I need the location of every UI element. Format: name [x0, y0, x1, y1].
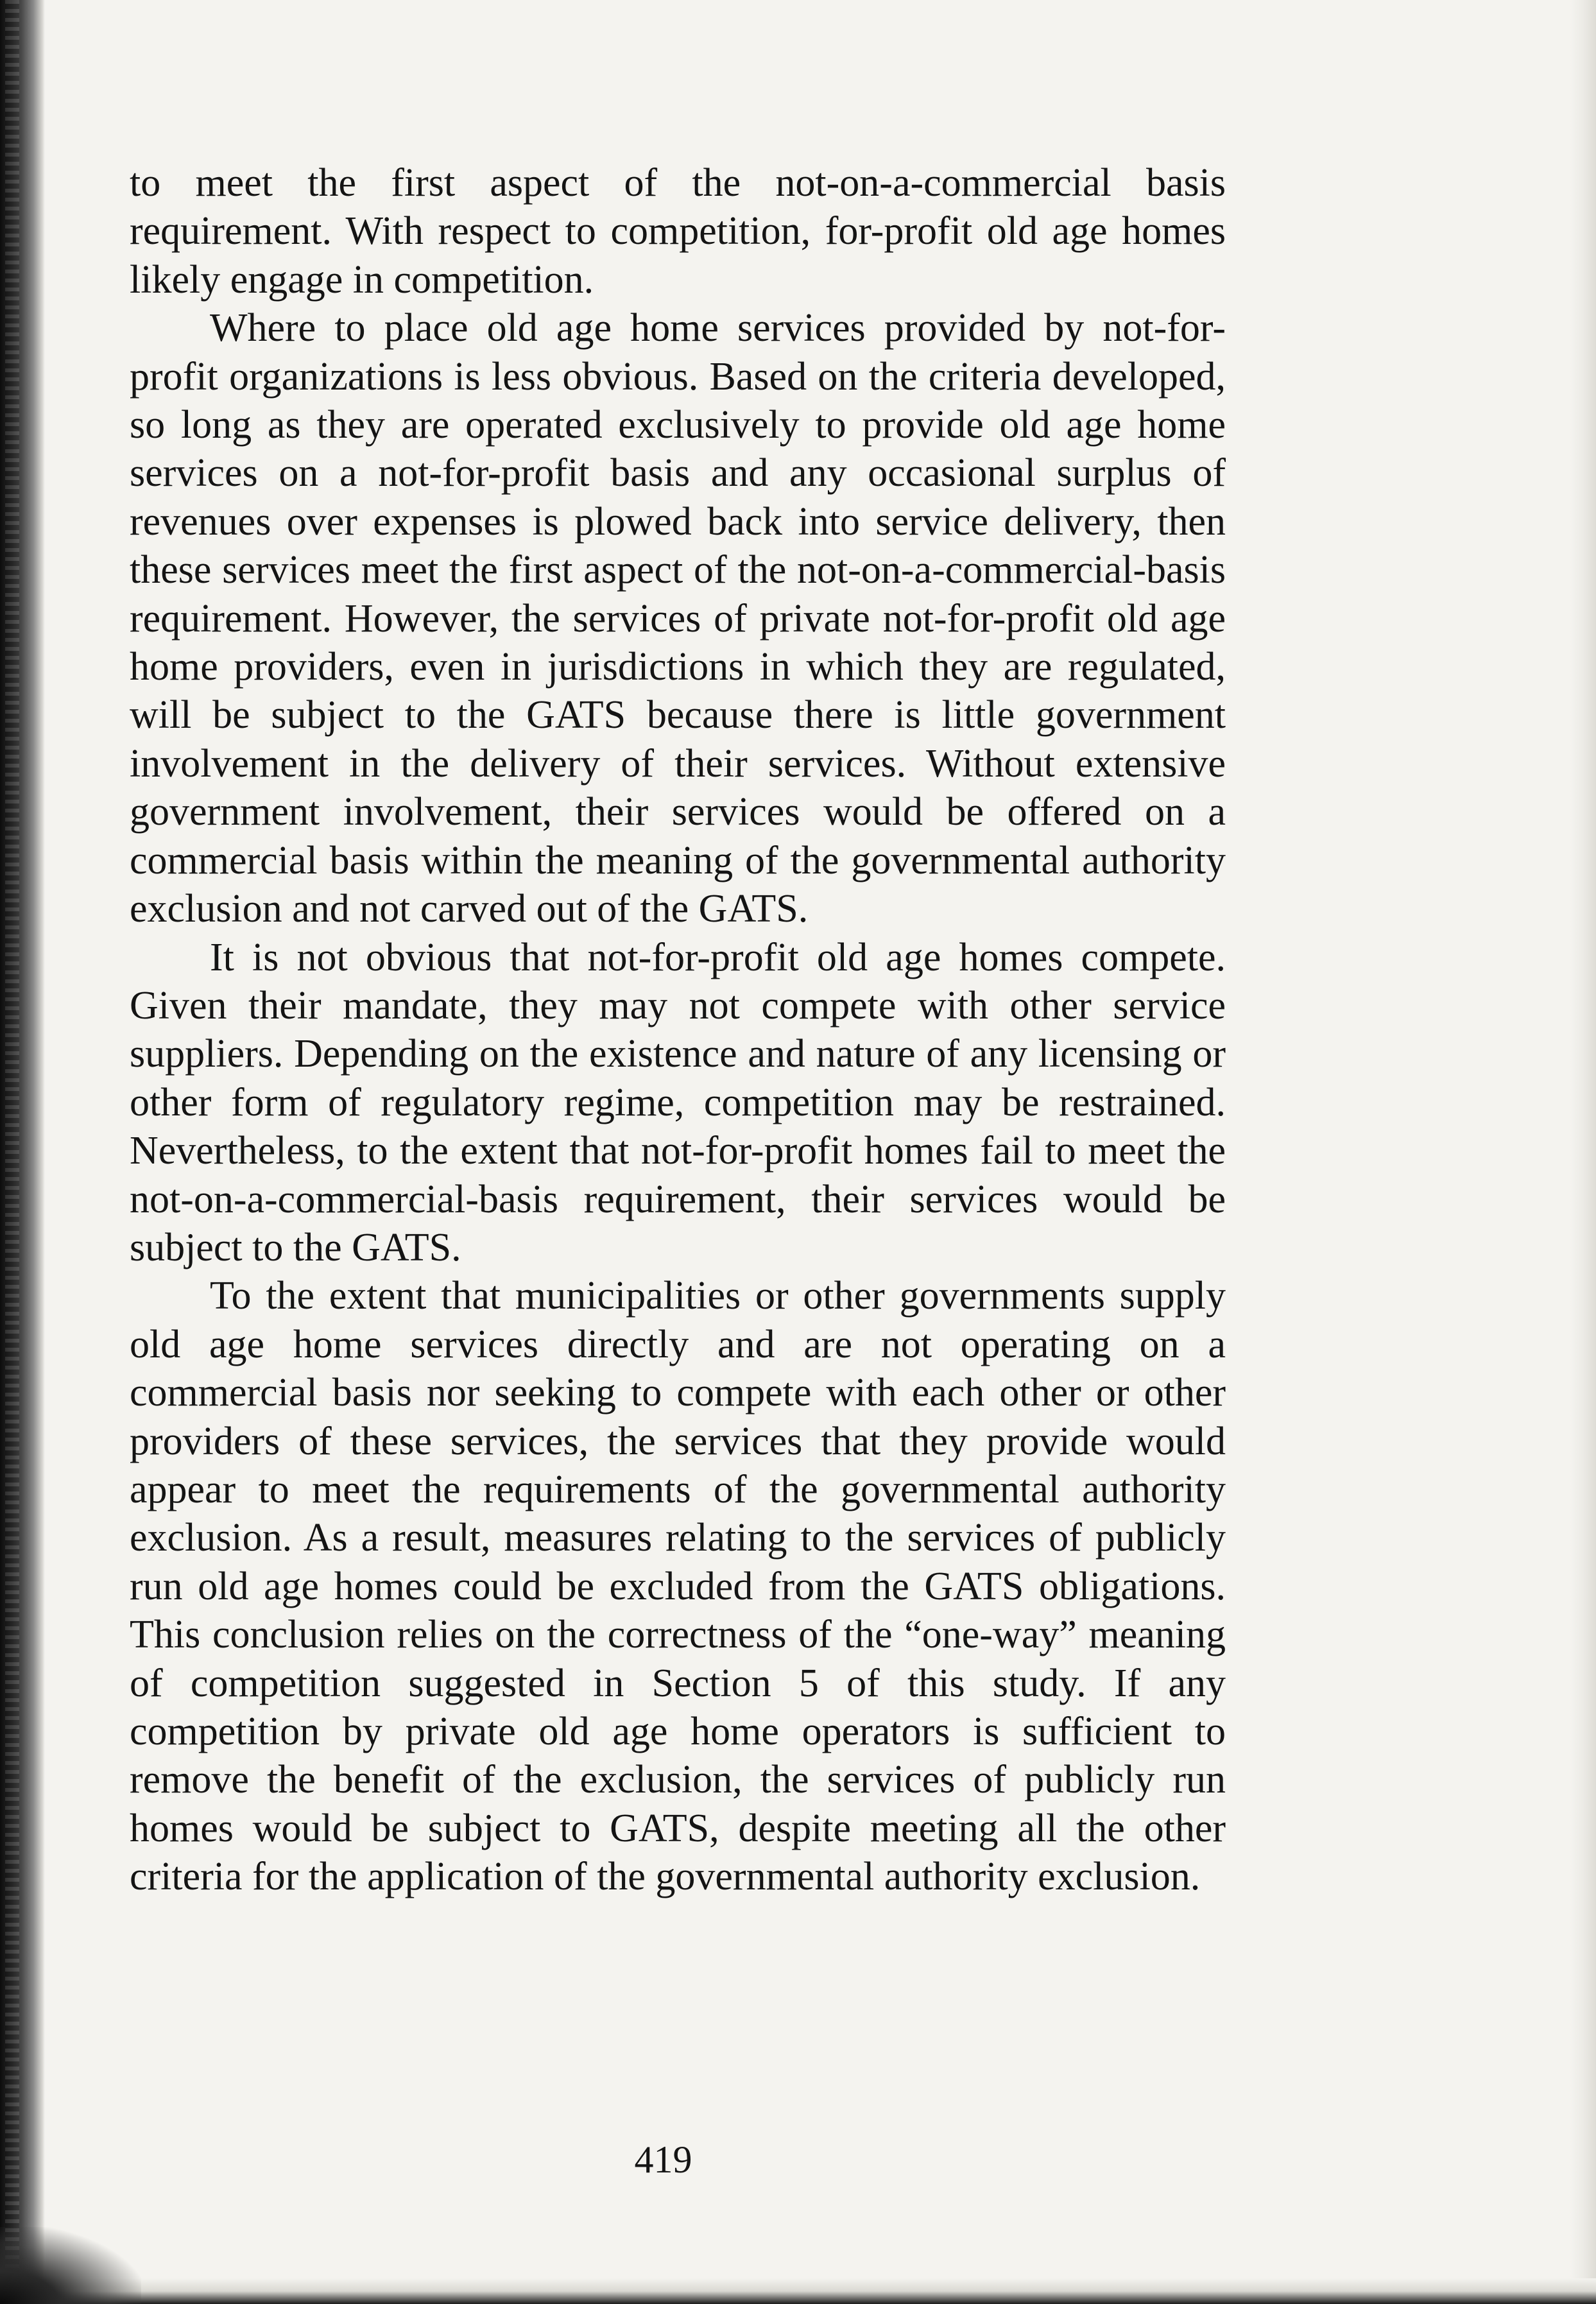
paragraph-public-homes: To the extent that municipalities or other governments supply old age home services directly and are not operating on a commercial basis nor seeking to compete with each other or other providers of these services, the services that they provide would appear to meet the requirements of the governmental authority exclusion. As a result, measures relating to the services of publicly run old age homes could be excluded from the GATS obligations. This conclusion relies on the correctness of the “one-way” meaning of competition suggested in Section 5 of this study. If any competition by private old age home operators is sufficient to remove the benefit of the exclusion, the services of publicly run homes would be subject to GATS, despite meeting all the other criteria for the application of the governmental authority exclusion. [130, 1274, 1226, 1899]
page-number: 419 [634, 2138, 692, 2181]
page-corner-shadow [0, 2227, 141, 2304]
page-right-edge [1570, 0, 1596, 2304]
paragraph-not-for-profit-homes: Where to place old age home services provided by not-for-profit organizations is less obvious. Based on the criteria developed, so long as they are operated exclusively to provide old age home services on a not-for-profit basis and any occasional surplus of revenues over expenses is plowed back into service delivery, then these services meet the first aspect of the not-on-a-commercial-basis requirement. However, the services of private not-for-profit old age home providers, even in jurisdictions in which they are regulated, will be subject to the GATS because there is little government involvement in the delivery of their services. Without extensive government involvement, their services would be offered on a commercial basis within the meaning of the governmental authority exclusion and not carved out of the GATS. [130, 306, 1226, 931]
body-text [130, 159, 1226, 1902]
book-binding-shadow [0, 0, 45, 2304]
page-bottom-edge [0, 2278, 1596, 2304]
paragraph-continuation: to meet the first aspect of the not-on-a-commercial basis requirement. With respect to competition, for-profit old age homes likely engage in competition. [130, 161, 1226, 302]
paragraph-competition: It is not obvious that not-for-profit old age homes compete. Given their mandate, they may not compete with other service suppliers. Depending on the existence and nature of any licensing or other form of regulatory regime, competition may be restrained. Nevertheless, to the extent that not-for-profit homes fail to meet the not-on-a-commercial-basis requirement, their services would be subject to the GATS. [130, 935, 1226, 1269]
